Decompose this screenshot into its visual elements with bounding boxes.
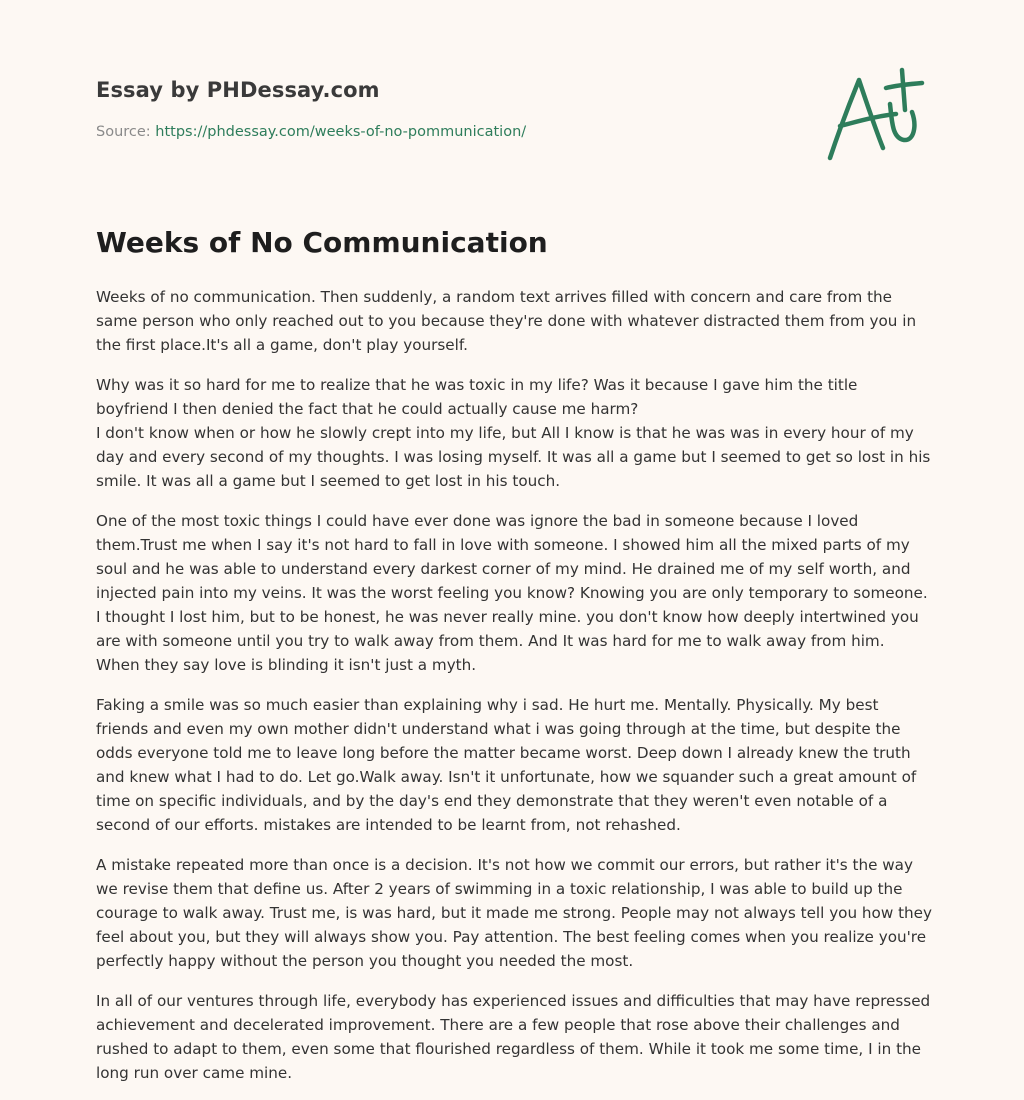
essay-paragraph: Why was it so hard for me to realize that he was toxic in my life? Was it because I gave him the title boyfriend I then denied the fact that he could actually cause me harm? I don't know when or how he slowly crept into my life, but All I know is that he was was in every hour of my day and every second of my thoughts. I was losing myself. It was all a game but I seemed to get so lost in his smile. It was all a game but I seemed to get lost in his touch. [96,376,931,490]
a-plus-grade-icon [822,66,926,166]
essay-paragraph: In all of our ventures through life, everybody has experienced issues and difficulties that may have repressed achievement and decelerated improvement. There are a few people that rose above their challenges and rushed to adapt to them, even some that flourished regardless of them. While it took me some time, I in the long run over came mine. [96,992,931,1082]
source-line [96,124,526,140]
essay-paragraph: A mistake repeated more than once is a decision. It's not how we commit our errors, but rather it's the way we revise them that define us. After 2 years of swimming in a toxic relationship, I was able to build up the courage to walk away. Trust me, is was hard, but it made me strong. People may not always tell you how they feel about you, but they will always show you. Pay attention. The best feeling comes when you realize you're perfectly happy without the person you thought you needed the most. [96,856,933,970]
essay-paragraph: Faking a smile was so much easier than explaining why i sad. He hurt me. Mentally. Physically. My best friends and even my own mother didn't understand what i was going through at the time, but despite the odds everyone told me to leave long before the matter became worst. Deep down I already knew the truth and knew what I had to do. Let go.Walk away. Isn't it unfortunate, how we squander such a great amount of time on specific individuals, and by the day's end they demonstrate that they weren't even notable of a second of our efforts. mistakes are intended to be learnt from, not rehashed. [96,696,917,834]
source-label: Source: [96,124,151,140]
site-brand: Essay by PHDessay.com [96,78,380,102]
essay-paragraph: Weeks of no communication. Then suddenly, a random text arrives filled with concern and care from the same person who only reached out to you because they're done with whatever distracted them from you in the first place.It's all a game, don't play yourself. [96,288,917,354]
essay-paragraph: One of the most toxic things I could have ever done was ignore the bad in someone because I loved them.Trust me when I say it's not hard to fall in love with someone. I showed him all the mixed parts of my soul and he was able to understand every darkest corner of my mind. He drained me of my self worth, and injected pain into my veins. It was the worst feeling you know? Knowing you are only temporary to someone. I thought I lost him, but to be honest, he was never really mine. you don't know how deeply intertwined you are with someone until you try to walk away from them. And It was hard for me to walk away from him. When they say love is blinding it isn't just a myth. [96,512,928,674]
source-link[interactable]: https://phdessay.com/weeks-of-no-pommunication/ [155,124,527,140]
essay-title: Weeks of No Communication [96,226,548,259]
essay-body [96,285,932,1085]
